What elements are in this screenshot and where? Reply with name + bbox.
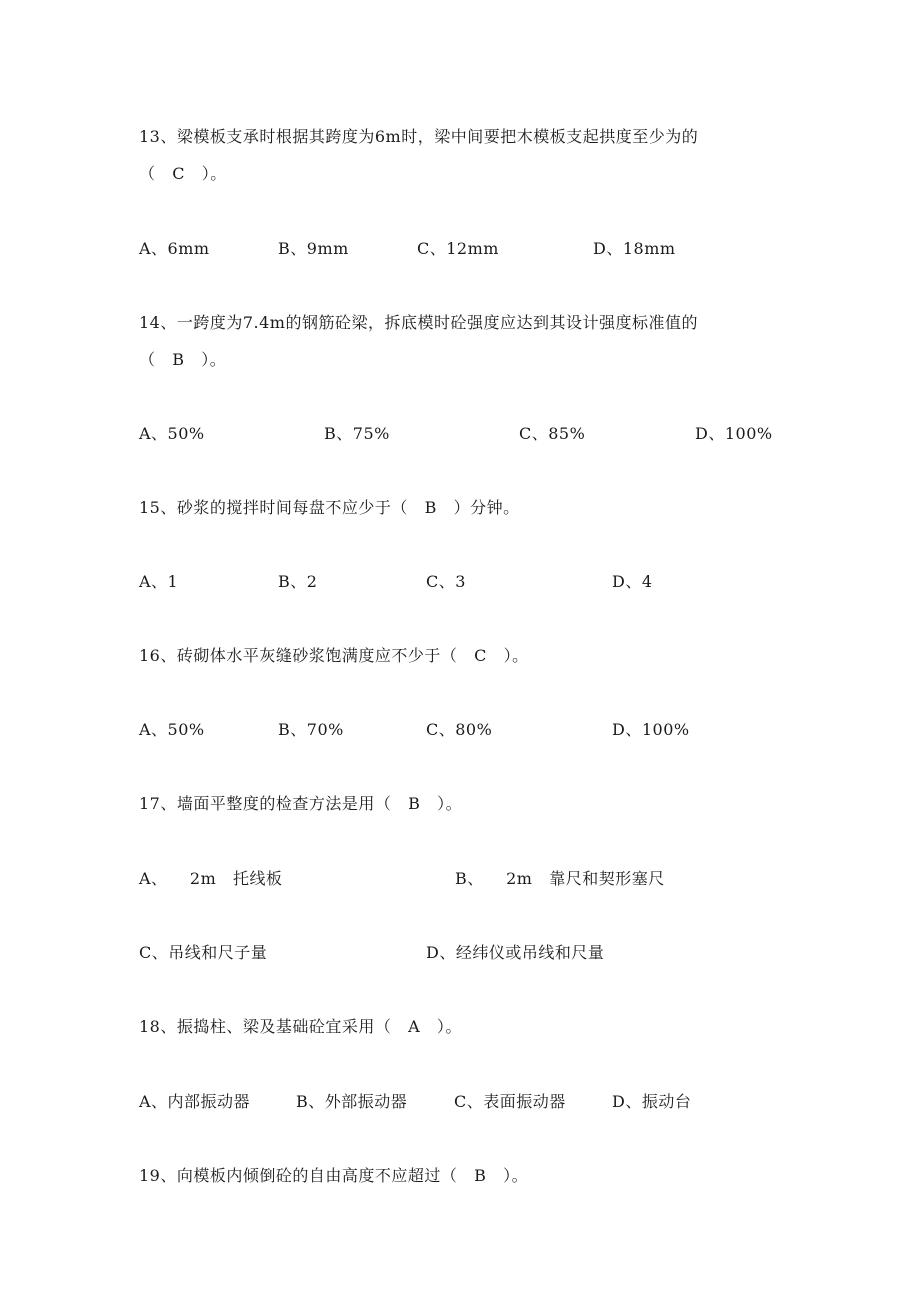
- question-17-text: 17、墙面平整度的检查方法是用（ B ）。: [139, 794, 463, 813]
- question-13-option-a: A、6mm: [139, 239, 210, 258]
- question-18-option-d: D、振动台: [612, 1092, 692, 1111]
- question-15-option-b: B、2: [278, 572, 318, 591]
- question-15-option-c: C、3: [426, 572, 466, 591]
- question-14-option-d: D、100%: [695, 424, 773, 443]
- question-13-answer: （ C ）。: [139, 164, 227, 183]
- question-15-text: 15、砂浆的搅拌时间每盘不应少于（ B ）分钟。: [139, 498, 520, 517]
- question-18-option-c: C、表面振动器: [454, 1092, 566, 1111]
- question-17-option-c: C、吊线和尺子量: [139, 943, 268, 962]
- question-13-option-d: D、18mm: [593, 239, 676, 258]
- question-16-text: 16、砖砌体水平灰缝砂浆饱满度应不少于（ C ）。: [139, 646, 529, 665]
- question-14-text: 14、一跨度为7.4m的钢筋砼梁，拆底模时砼强度应达到其设计强度标准值的: [139, 313, 698, 332]
- question-13-option-b: B、9mm: [278, 239, 349, 258]
- question-13-option-c: C、12mm: [417, 239, 499, 258]
- question-18-option-b: B、外部振动器: [296, 1092, 408, 1111]
- question-16-option-a: A、50%: [139, 720, 205, 739]
- question-16-option-b: B、70%: [278, 720, 344, 739]
- question-14-option-c: C、85%: [519, 424, 586, 443]
- question-13-text: 13、梁模板支承时根据其跨度为6m时，梁中间要把木模板支起拱度至少为的: [139, 127, 699, 146]
- question-17-option-b: B、 2m 靠尺和契形塞尺: [455, 869, 665, 888]
- question-15-option-d: D、4: [612, 572, 653, 591]
- question-17-option-d: D、经纬仪或吊线和尺量: [426, 943, 605, 962]
- question-14-answer: （ B ）。: [139, 350, 227, 369]
- question-18-text: 18、振捣柱、梁及基础砼宜采用（ A ）。: [139, 1017, 462, 1036]
- question-15-option-a: A、1: [139, 572, 179, 591]
- question-14-option-b: B、75%: [324, 424, 390, 443]
- question-14-option-a: A、50%: [139, 424, 205, 443]
- question-18-option-a: A、内部振动器: [139, 1092, 251, 1111]
- question-19-text: 19、向模板内倾倒砼的自由高度不应超过（ B ）。: [139, 1166, 529, 1185]
- question-16-option-c: C、80%: [426, 720, 493, 739]
- question-17-option-a: A、 2m 托线板: [139, 869, 283, 888]
- question-16-option-d: D、100%: [612, 720, 690, 739]
